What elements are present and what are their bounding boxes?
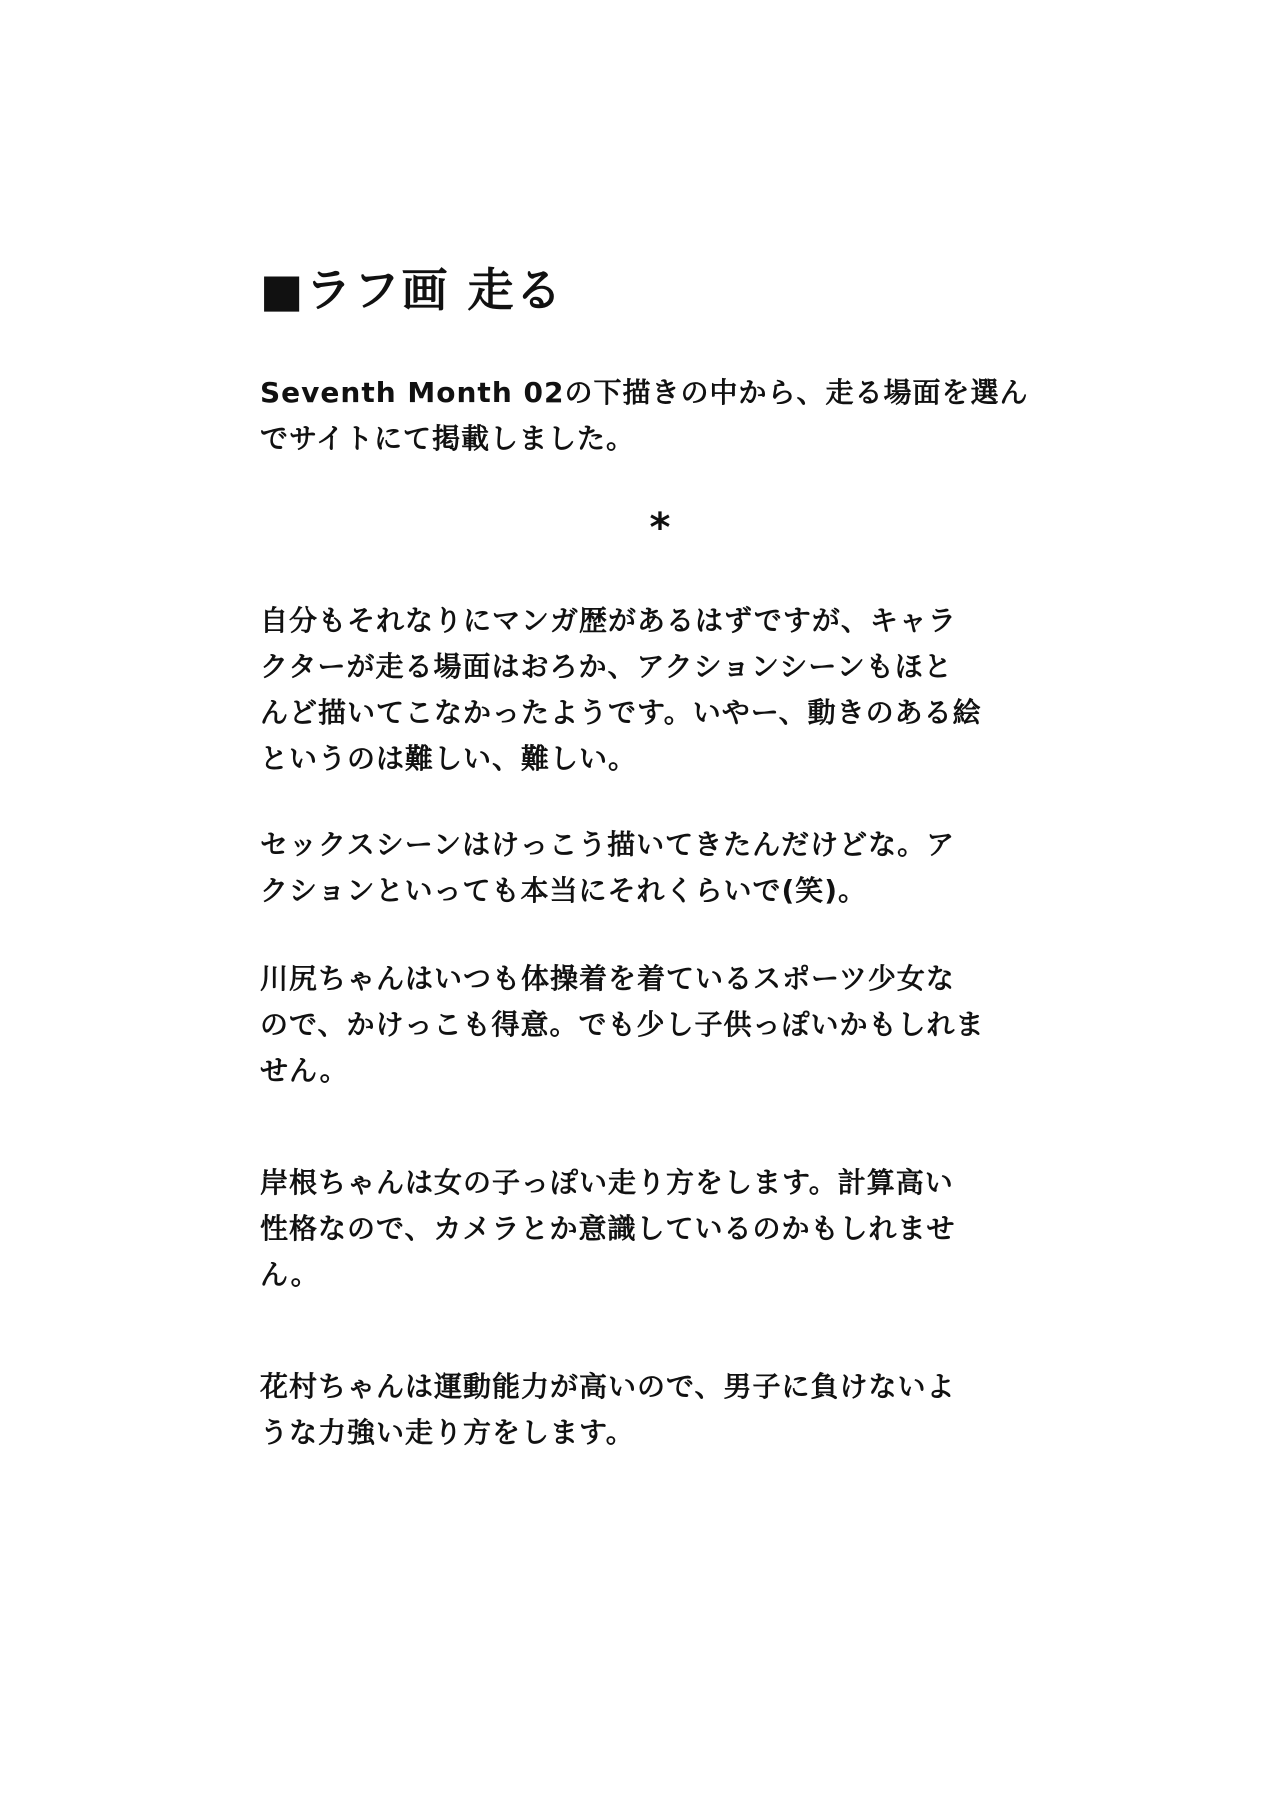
paragraph-line: 川尻ちゃんはいつも体操着を着ているスポーツ少女な bbox=[260, 962, 955, 995]
body-paragraph-3 bbox=[260, 956, 984, 1094]
paragraph-line: というのは難しい、難しい。 bbox=[260, 742, 638, 775]
body-paragraph-2 bbox=[260, 822, 955, 914]
paragraph-line: 性格なので、カメラとか意識しているのかもしれませ bbox=[260, 1212, 956, 1245]
paragraph-line: セックスシーンはけっこう描いてきたんだけどな。ア bbox=[260, 828, 956, 861]
paragraph-line: クターが走る場面はおろか、アクションシーンもほと bbox=[260, 650, 953, 683]
paragraph-line: うな力強い走り方をします。 bbox=[260, 1416, 635, 1449]
page-content bbox=[260, 262, 1060, 1449]
paragraph-line: んど描いてこなかったようです。いやー、動きのある絵 bbox=[260, 696, 982, 729]
paragraph-line: Seventh Month 02の下描きの中から、走る場面を選ん bbox=[260, 376, 1029, 409]
asterisk-separator: * bbox=[649, 505, 671, 551]
paragraph-line: ので、かけっこも得意。でも少し子供っぽいかもしれま bbox=[260, 1008, 985, 1041]
paragraph-line: でサイトにて掲載しました。 bbox=[260, 422, 636, 455]
paragraph-line: 花村ちゃんは運動能力が高いので、男子に負けないよ bbox=[260, 1370, 956, 1403]
paragraph-line: せん。 bbox=[260, 1054, 349, 1087]
body-paragraph-1 bbox=[260, 598, 982, 782]
body-paragraph-5 bbox=[260, 1364, 955, 1456]
paragraph-line: ん。 bbox=[260, 1258, 320, 1291]
page-title: ■ラフ画 走る bbox=[260, 263, 564, 317]
paragraph-line: 自分もそれなりにマンガ歴があるはずですが、キャラ bbox=[260, 604, 957, 637]
body-paragraph-4 bbox=[260, 1160, 955, 1298]
paragraph-line: 岸根ちゃんは女の子っぽい走り方をします。計算高い bbox=[260, 1166, 954, 1199]
paragraph-line: クションといっても本当にそれくらいで(笑)。 bbox=[260, 874, 868, 907]
intro-paragraph bbox=[260, 370, 1028, 462]
